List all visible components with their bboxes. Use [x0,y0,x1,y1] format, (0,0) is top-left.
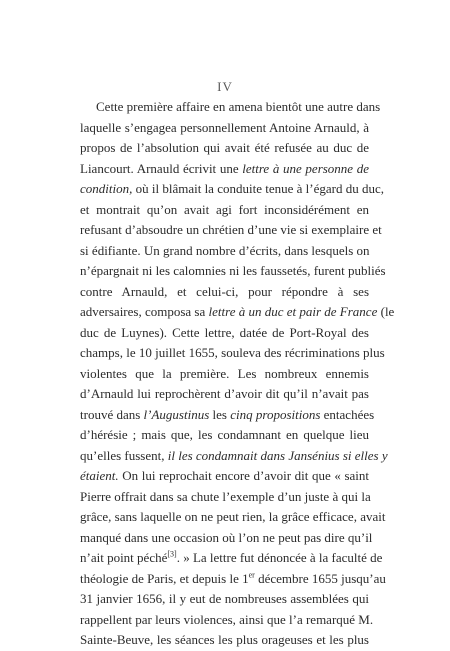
chapter-number: IV [217,79,233,94]
text-run: et montrait qu’on avait agi fort inconsidérément en [80,201,369,217]
text-line [80,507,386,528]
text-run: (le [377,304,395,319]
text-run: grâce, sans laquelle on ne peut rien, la grâce efficace, avait [80,509,386,524]
text-run: Liancourt. Arnauld écrivit une [80,160,243,176]
text-run: Cette première affaire en amena bientôt une autre dans [96,99,381,114]
body-text [80,97,395,651]
italic-run: l’Augustinus [143,406,210,422]
text-run: où il blâmait la conduite tenue à l’égard du duc, [132,181,384,196]
text-run: n’ait point péché [80,550,168,565]
text-line [80,364,369,385]
text-run: violentes que la première. Les nombreux ennemis [80,365,369,381]
text-line [80,384,369,405]
text-run: 31 janvier 1656, il y eut de nombreuses assemblées qui [80,591,369,606]
text-line [80,466,369,487]
text-run: duc de Luynes). Cette lettre, datée de Port-Royal des [80,324,369,340]
text-run: trouvé dans [80,406,144,422]
text-line [80,569,386,590]
text-run: décembre 1655 jusqu’au [254,570,386,586]
text-line [80,159,369,180]
text-run: . » La lettre fut dénoncée à la faculté de [176,550,383,565]
text-run: On lui reprochait encore d’avoir dit que « saint [118,468,369,483]
text-run: contre Arnauld, et celui-ci, pour répondre à ses [80,283,369,299]
text-run: refusant d’absoudre un chrétien d’une vie si exemplaire et [80,222,382,237]
text-line [80,446,388,467]
italic-run: lettre à un duc et pair de France [208,304,378,319]
text-run: d’Arnauld lui reprochèrent d’avoir dit qu’il n’avait pas [80,386,369,401]
text-line [80,343,385,364]
text-line [80,425,369,446]
text-line [80,241,369,262]
text-run: propos de l’absolution qui avait été refusée au duc de [80,140,369,155]
footnote-ref: [3] [167,549,177,559]
text-line [80,548,383,569]
text-run: champs, le 10 juillet 1655, souleva des récriminations plus [80,345,385,360]
text-line [80,138,369,159]
italic-run: condition, [80,181,133,196]
italic-run: il les condamnait dans Jansénius si elles y [167,447,388,463]
text-run: Pierre offrait dans sa chute l’exemple d’un juste à qui la [80,488,371,504]
italic-run: étaient. [80,468,119,483]
text-line [80,487,369,508]
text-line [80,261,386,282]
text-line [80,630,369,651]
text-line [80,118,369,139]
text-line [80,179,384,200]
italic-run: lettre à une personne de [242,160,370,176]
text-line [80,200,369,221]
text-run: les [209,406,231,422]
text-line [80,302,395,323]
text-run: manqué dans une occasion où l’on ne peut pas dire qu’il [80,529,373,545]
text-line [80,220,382,241]
text-line [80,282,369,303]
text-run: d’hérésie ; mais que, les condamnant en quelque lieu [80,427,369,442]
text-run: Sainte-Beuve, les séances les plus orageuses et les plus [80,632,369,647]
text-line [80,589,369,610]
text-line [80,97,381,118]
ordinal-suffix: er [248,570,255,580]
text-line [80,323,369,344]
text-run: rappellent par leurs violences, ainsi que l’a remarqué M. [80,611,374,627]
text-run: entachées [320,406,375,422]
text-line [80,528,373,549]
italic-run: cinq propositions [230,406,321,422]
text-run: n’épargnait ni les calomnies ni les faussetés, furent publiés [80,263,386,278]
text-run: qu’elles fussent, [80,447,168,463]
text-run: laquelle s’engagea personnellement Antoine Arnauld, à [80,119,369,135]
text-run: théologie de Paris, et depuis le 1 [80,570,249,586]
text-line [80,405,375,426]
text-run: si édifiante. Un grand nombre d’écrits, dans lesquels on [80,242,370,258]
text-run: adversaires, composa sa [80,304,209,319]
text-line [80,610,374,631]
